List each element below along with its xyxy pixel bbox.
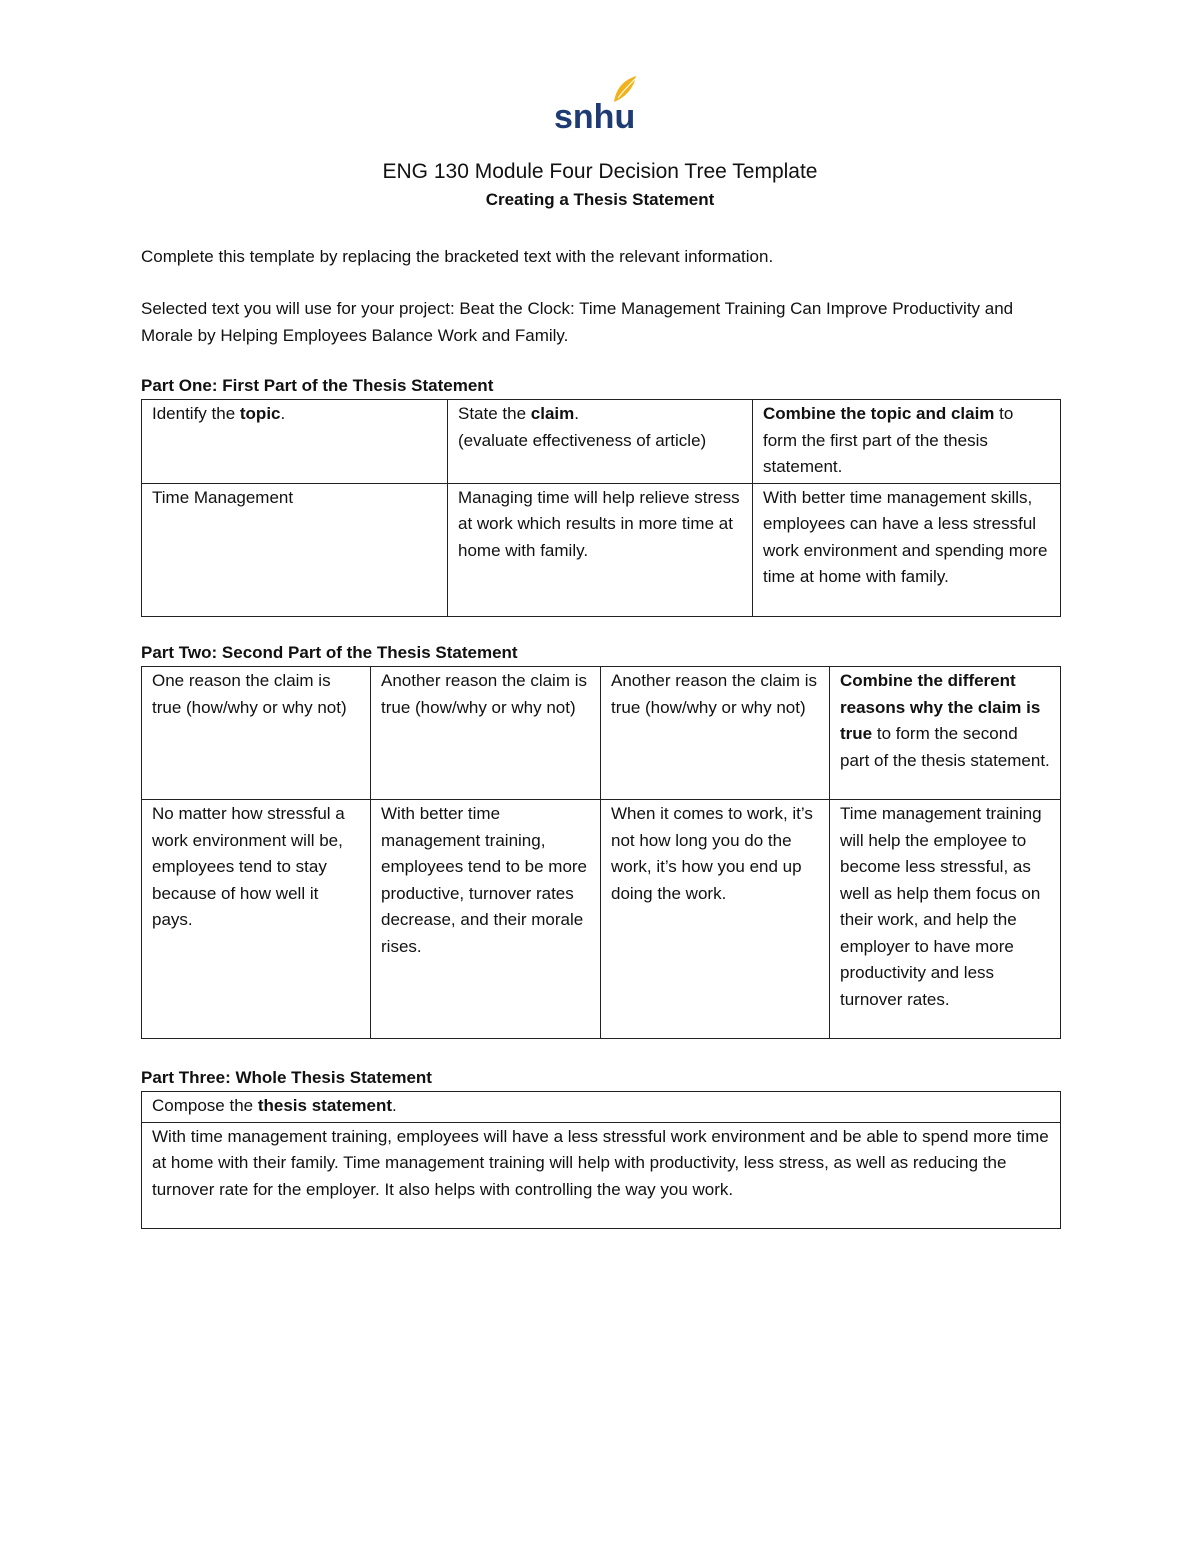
claim-header-cell: State the claim. (evaluate effectiveness of article) [448, 400, 753, 484]
table-header-row [142, 1092, 1061, 1123]
page-title: ENG 130 Module Four Decision Tree Template [382, 160, 818, 183]
claim-cell: Managing time will help relieve stress at work which results in more time at home with family. [448, 483, 753, 616]
topic-header-cell: Identify the topic. [142, 400, 448, 484]
topic-cell: Time Management [142, 483, 448, 616]
part-one-table [141, 399, 1061, 617]
logo-wordmark: snhu [554, 98, 636, 134]
reason-1-header-cell: One reason the claim is true (how/why or why not) [142, 667, 371, 800]
page-subtitle: Creating a Thesis Statement [485, 190, 715, 209]
reason-1-cell: No matter how stressful a work environment will be, employees tend to stay because of how well it pays. [142, 800, 371, 1039]
part-two-table [141, 666, 1061, 1039]
thesis-statement-cell: With time management training, employees will have a less stressful work environment and be able to spend more time at home with their family. Time management training will help with productivity, less stress, as well as reducing the turnover rate for the employer. It also helps with controlling the way you work. [142, 1122, 1061, 1228]
reason-3-header-cell: Another reason the claim is true (how/why or why not) [601, 667, 830, 800]
snhu-logo [552, 72, 644, 134]
combine-header-cell: Combine the topic and claim to form the first part of the thesis statement. [753, 400, 1061, 484]
compose-header-cell: Compose the thesis statement. [142, 1092, 1061, 1123]
part-one-heading: Part One: First Part of the Thesis Statement [141, 376, 494, 395]
instructions-text: Complete this template by replacing the bracketed text with the relevant information. [141, 247, 774, 266]
table-row [142, 800, 1061, 1039]
reason-2-header-cell: Another reason the claim is true (how/why or why not) [371, 667, 601, 800]
reason-2-cell: With better time management training, employees tend to be more productive, turnover rates decrease, and their morale rises. [371, 800, 601, 1039]
reason-3-cell: When it comes to work, it’s not how long you do the work, it’s how you end up doing the work. [601, 800, 830, 1039]
table-header-row [142, 400, 1061, 484]
part-two-heading: Part Two: Second Part of the Thesis Statement [141, 643, 518, 662]
part-three-heading: Part Three: Whole Thesis Statement [141, 1068, 432, 1087]
table-row [142, 1122, 1061, 1228]
table-row [142, 483, 1061, 616]
table-header-row [142, 667, 1061, 800]
combined-cell: With better time management skills, employees can have a less stressful work environment and spending more time at home with family. [753, 483, 1061, 616]
combine-reasons-header-cell: Combine the different reasons why the claim is true to form the second part of the thesis statement. [830, 667, 1061, 800]
combined-reasons-cell: Time management training will help the employee to become less stressful, as well as help them focus on their work, and help the employer to have more productivity and less turnover rates. [830, 800, 1061, 1039]
selected-text-paragraph: Selected text you will use for your project: Beat the Clock: Time Management Training Can Improve Productivity and Morale by Helping Employees Balance Work and Family. [141, 299, 1014, 345]
part-three-table [141, 1091, 1061, 1229]
